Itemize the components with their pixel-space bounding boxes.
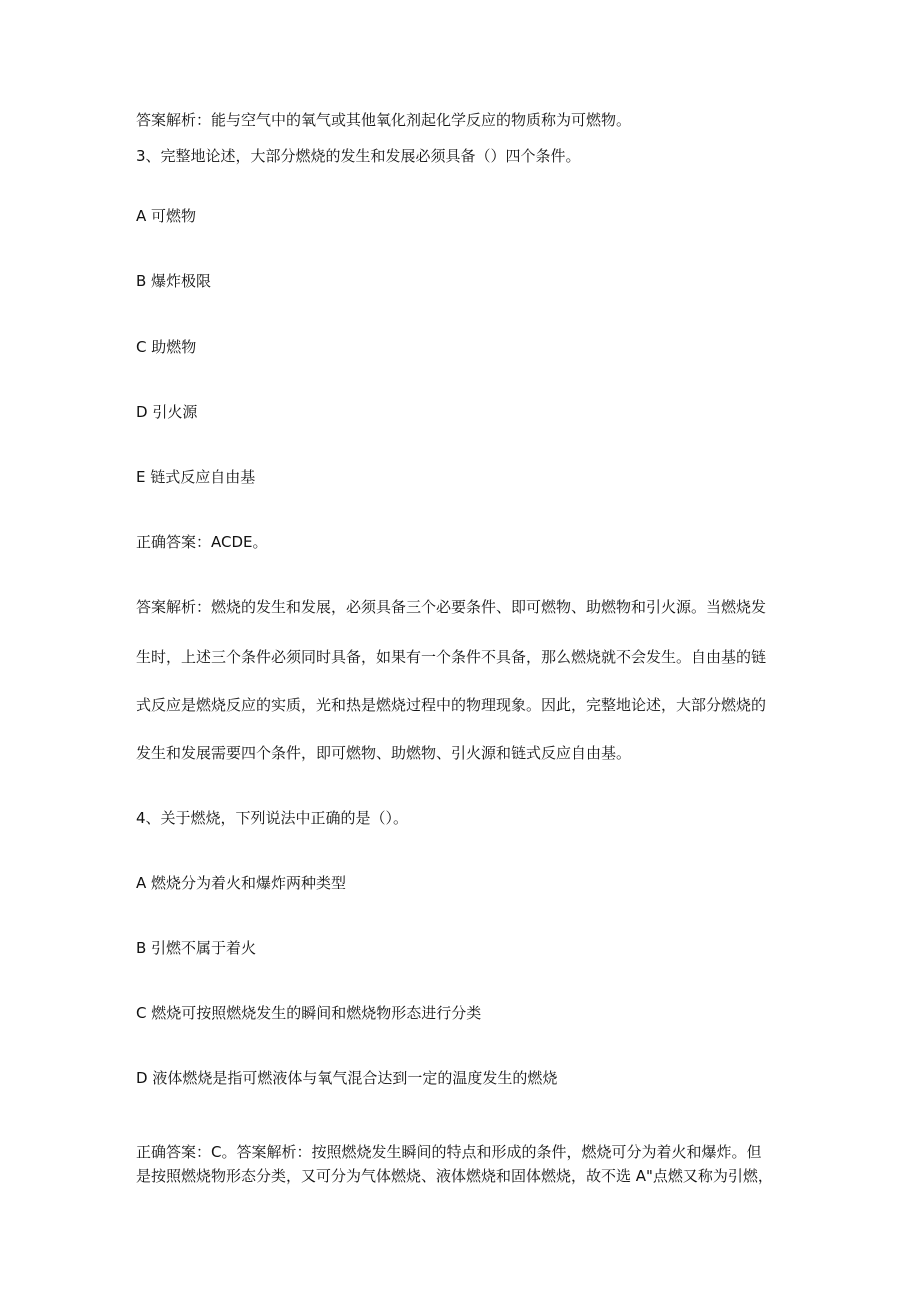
q4-answer-line: 是按照燃烧物形态分类，又可分为气体燃烧、液体燃烧和固体燃烧，故不选 A"点燃又称为引燃， [136, 1167, 773, 1185]
q3-explanation-line: 答案解析：燃烧的发生和发展，必须具备三个必要条件、即可燃物、助燃物和引火源。当燃烧发 [136, 598, 767, 616]
q4-question: 4、关于燃烧，下列说法中正确的是（）。 [136, 809, 409, 827]
q3-explanation-line: 发生和发展需要四个条件，即可燃物、助燃物、引火源和链式反应自由基。 [136, 744, 632, 762]
q4-option-b: B 引燃不属于着火 [136, 939, 257, 957]
q3-option-c: C 助燃物 [136, 338, 197, 356]
q3-option-a: A 可燃物 [136, 207, 197, 225]
q3-answer: 正确答案：ACDE。 [136, 533, 268, 551]
q3-option-b: B 爆炸极限 [136, 272, 212, 290]
q3-explanation-line: 生时，上述三个条件必须同时具备，如果有一个条件不具备，那么燃烧就不会发生。自由基的链 [136, 648, 767, 666]
q3-option-d: D 引火源 [136, 403, 198, 421]
q3-question: 3、完整地论述，大部分燃烧的发生和发展必须具备（）四个条件。 [136, 147, 581, 165]
q3-option-e: E 链式反应自由基 [136, 468, 256, 486]
q2-explanation: 答案解析：能与空气中的氧气或其他氧化剂起化学反应的物质称为可燃物。 [136, 111, 632, 129]
q4-answer-line: 正确答案：C。答案解析：按照燃烧发生瞬间的特点和形成的条件，燃烧可分为着火和爆炸。但 [136, 1143, 762, 1161]
q4-option-c: C 燃烧可按照燃烧发生的瞬间和燃烧物形态进行分类 [136, 1004, 482, 1022]
q4-option-d: D 液体燃烧是指可燃液体与氧气混合达到一定的温度发生的燃烧 [136, 1069, 558, 1087]
q3-explanation-line: 式反应是燃烧反应的实质，光和热是燃烧过程中的物理现象。因此，完整地论述，大部分燃烧的 [136, 696, 767, 714]
q4-option-a: A 燃烧分为着火和爆炸两种类型 [136, 874, 347, 892]
